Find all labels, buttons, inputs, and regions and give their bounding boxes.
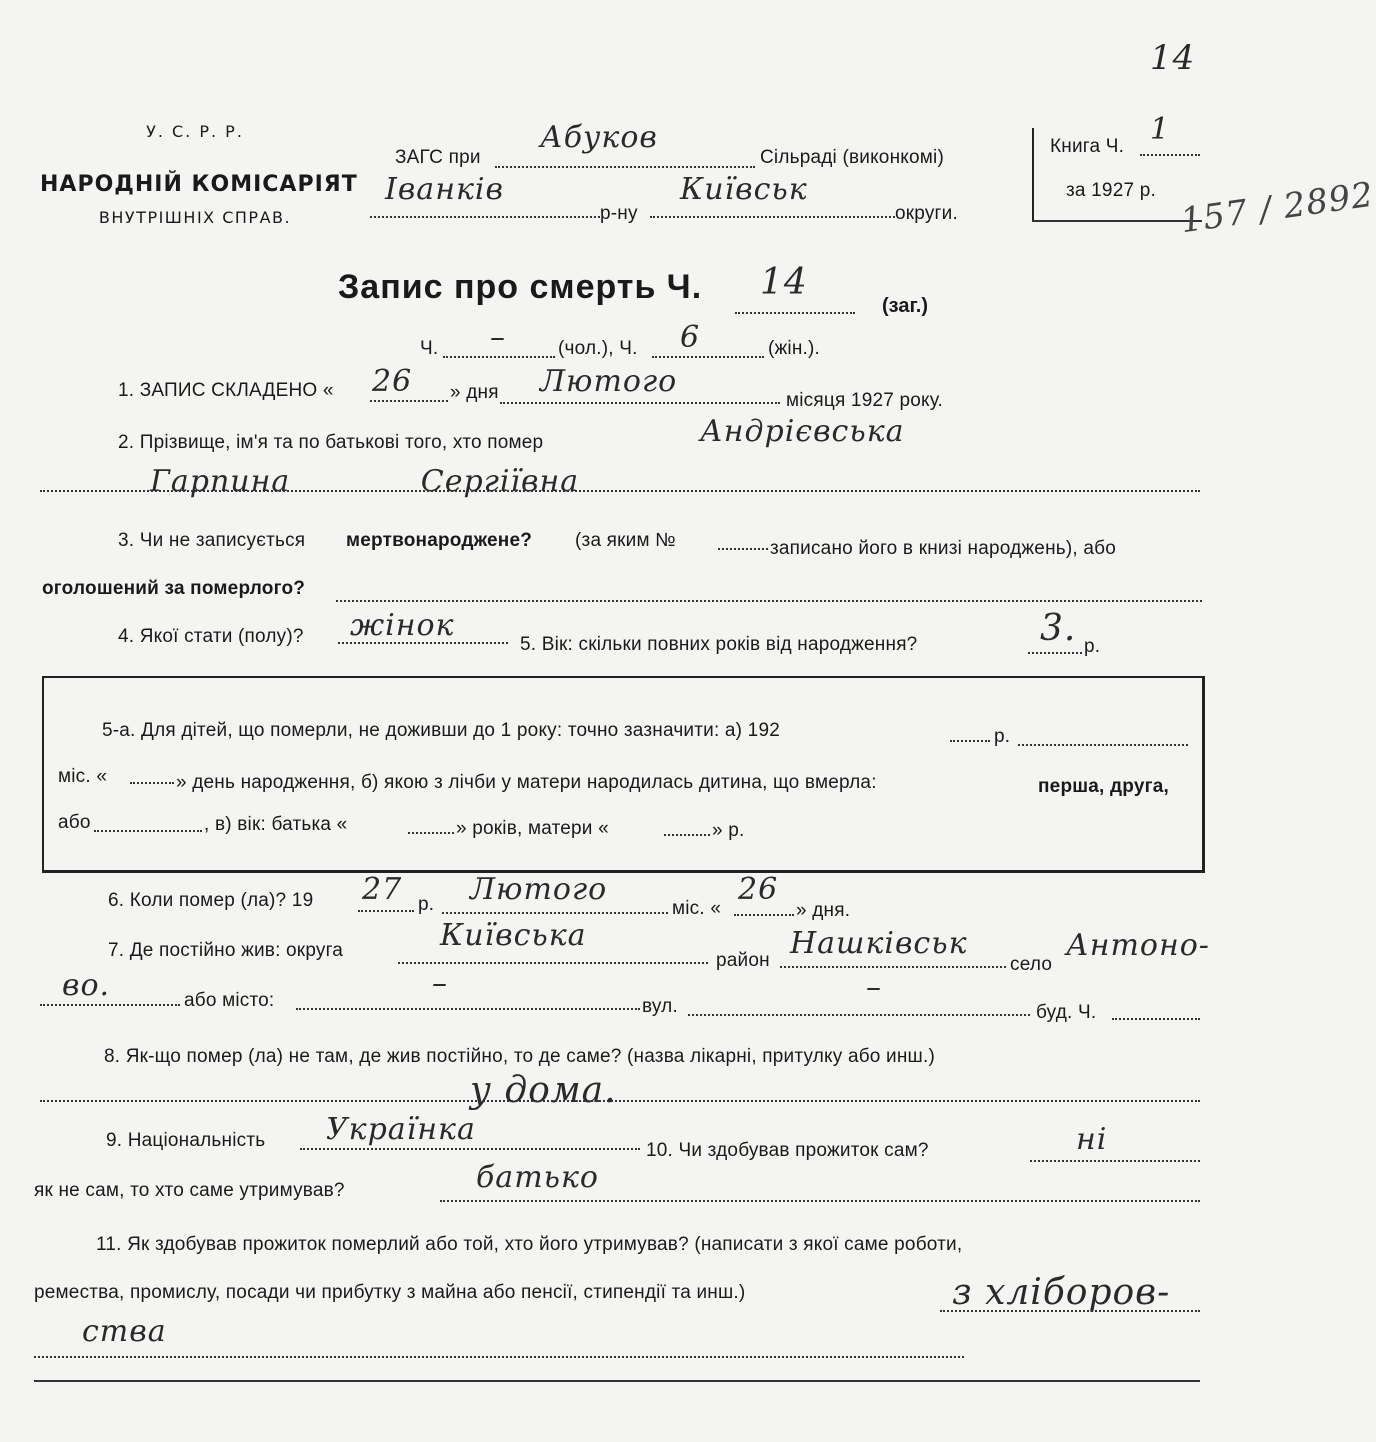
record-title: Запис про смерть Ч. [338, 268, 703, 306]
f11-b: ремества, промислу, посади чи прибутку з майна або пенсії, стипендії та инш.) [34, 1282, 746, 1303]
district-label: р-ну [600, 203, 638, 224]
f5a-line1: 5-а. Для дітей, що померли, не доживши до 1 року: точно зазначити: а) 192 [102, 720, 780, 741]
f11-dotline-1 [940, 1310, 1200, 1312]
f2-label: 2. Прізвище, ім'я та по батькові того, хто помер [118, 432, 544, 453]
f3-c: (за яким № [575, 530, 676, 551]
margin-notes: 157 / 2892 [1178, 174, 1376, 242]
f4-value: жінок [350, 608, 455, 643]
f5a-line3c: » років, матери « [456, 818, 609, 839]
male-dotline [443, 356, 555, 358]
f7-rayon: Нашківськ [790, 926, 968, 961]
f7-vul-dotline [688, 1014, 1030, 1016]
f5a-line2a: міс. « [58, 766, 108, 787]
f10b-dotline [440, 1200, 1200, 1202]
f11-value-cont: ства [82, 1314, 167, 1349]
f9-label: 9. Національність [106, 1130, 266, 1151]
dept-label: ВНУТРІШНІХ СПРАВ. [98, 208, 292, 227]
f11-a: 11. Як здобував прожиток померлий або той, хто його утримував? (написати з якої саме роботи, [96, 1234, 963, 1255]
f6-year: 27 [362, 872, 403, 907]
f8-dotline [40, 1100, 1200, 1102]
f5a-line1-end: р. [994, 726, 1011, 747]
female-suffix: (жін.). [768, 338, 821, 359]
okrug-value: Київськ [680, 172, 808, 207]
f10b-label: як не сам, то хто саме утримував? [34, 1180, 345, 1201]
f7-selo-label: село [1010, 954, 1053, 975]
f6-end: » дня. [796, 900, 851, 921]
f7-okrug: Київська [440, 918, 587, 953]
f5a-line2b: » день народження, б) якою з лічби у матери народилась дитина, що вмерла: [176, 772, 877, 793]
f7-rayon-label: район [716, 950, 770, 971]
f7-misto-label: або місто: [184, 990, 275, 1011]
f1-day-dotline [370, 400, 448, 402]
f7-bud: буд. Ч. [1036, 1002, 1097, 1023]
f3-a: 3. Чи не записується [118, 530, 306, 551]
zags-label: ЗАГС при [395, 147, 481, 168]
f6-r: р. [418, 894, 435, 915]
district-value: Іванків [385, 172, 504, 207]
f3-b: мертвонароджене? [346, 530, 533, 551]
f7-selo-dotline [40, 1004, 180, 1006]
zags-value: Абуков [540, 120, 658, 155]
f7-selo-cont: во. [62, 968, 111, 1003]
book-label: Книга Ч. [1050, 136, 1125, 157]
female-dotline [652, 356, 764, 358]
f7-label: 7. Де постійно жив: округа [108, 940, 344, 961]
f5a-line3d: » р. [712, 820, 745, 841]
okrug-label: округи. [895, 203, 958, 224]
f6-mis: міс. « [672, 898, 722, 919]
f3-dotline [336, 600, 1202, 602]
corner-mark: 14 [1150, 38, 1196, 78]
record-number: 14 [760, 262, 808, 303]
f7-selo: Антоно- [1066, 928, 1210, 963]
f8-value: у дома. [470, 1070, 617, 1111]
f5a-mother-dotline [664, 834, 710, 836]
record-number-dotline [735, 312, 855, 314]
f6-year-dotline [358, 910, 414, 912]
f7-misto-dotline [296, 1008, 640, 1010]
f6-month: Лютого [470, 872, 608, 907]
book-year: за 1927 р. [1066, 180, 1156, 201]
f3-e: оголошений за померлого? [42, 578, 306, 599]
ussr-label: У. С. Р. Р. [146, 122, 244, 141]
f5-end: р. [1084, 636, 1101, 657]
f3-number-dotline [718, 548, 768, 550]
f7-bud-dotline [1112, 1018, 1200, 1020]
f2-name: Гарпина Сергіївна [150, 464, 580, 499]
f5a-line3b: , в) вік: батька « [204, 814, 348, 835]
f1-end: місяця 1927 року. [786, 390, 944, 411]
f3-d: записано його в книзі народжень), або [770, 538, 1116, 559]
f1-mid: » дня [450, 382, 499, 403]
f5a-year-dotline [950, 740, 990, 742]
f1-day: 26 [372, 364, 413, 399]
council-label: Сільраді (виконкомі) [760, 147, 944, 168]
f6-day-dotline [734, 914, 794, 916]
f1-month-dotline [500, 402, 780, 404]
f5a-line3a: або [58, 812, 91, 833]
okrug-dotline [650, 216, 895, 218]
zags-dotline [495, 166, 755, 168]
f11-dotline-2 [34, 1356, 964, 1358]
record-suffix: (заг.) [882, 295, 929, 317]
ministry-label: НАРОДНІЙ КОМІСАРІЯТ [40, 172, 358, 197]
f6-day: 26 [738, 872, 779, 907]
f2-dotline [40, 490, 1200, 492]
f7-rayon-dotline [780, 966, 1006, 968]
f5a-order-dotline [94, 830, 202, 832]
f6-label: 6. Коли помер (ла)? 19 [108, 890, 314, 911]
f9-value: Українка [326, 1112, 476, 1147]
f10-label: 10. Чи здобував прожиток сам? [646, 1140, 929, 1161]
f9-dotline [300, 1148, 640, 1150]
f6-month-dotline [442, 912, 668, 914]
f1-label: 1. ЗАПИС СКЛАДЕНО « [118, 380, 334, 401]
book-value: 1 [1150, 112, 1171, 147]
f2-surname: Андрієвська [700, 414, 905, 449]
f5a-father-dotline [408, 832, 454, 834]
f10b-value: батько [476, 1160, 599, 1195]
male-value: – [490, 320, 506, 355]
f5-value: 3. [1040, 608, 1077, 649]
f11-value: з хліборов- [952, 1272, 1171, 1313]
f4-dotline [338, 642, 508, 644]
f5a-month-dotline [130, 782, 174, 784]
f8-label: 8. Як-що помер (ла) не там, де жив постійно, то де саме? (назва лікарні, притулку або инш.) [104, 1046, 935, 1067]
f7-vul-label: вул. [642, 996, 678, 1017]
f7-vul: – [866, 970, 882, 1005]
male-label: Ч. [420, 338, 439, 359]
f10-value: ні [1076, 1122, 1108, 1157]
f1-month: Лютого [540, 364, 678, 399]
book-dotline [1140, 154, 1200, 156]
book-box-bottom [1032, 220, 1202, 222]
f7-misto: – [432, 966, 448, 1001]
district-dotline [370, 216, 600, 218]
f7-okrug-dotline [398, 962, 708, 964]
f11-line-3 [34, 1380, 1200, 1382]
f5-label: 5. Вік: скільки повних років від народження? [520, 634, 918, 655]
male-suffix: (чол.), Ч. [558, 338, 638, 359]
f5a-line2c: перша, друга, [1038, 776, 1169, 797]
f4-label: 4. Якої стати (полу)? [118, 626, 304, 647]
f5a-line1-dotline [1018, 744, 1188, 746]
female-value: 6 [680, 320, 701, 355]
f10-dotline [1030, 1160, 1200, 1162]
f5-dotline [1028, 652, 1082, 654]
